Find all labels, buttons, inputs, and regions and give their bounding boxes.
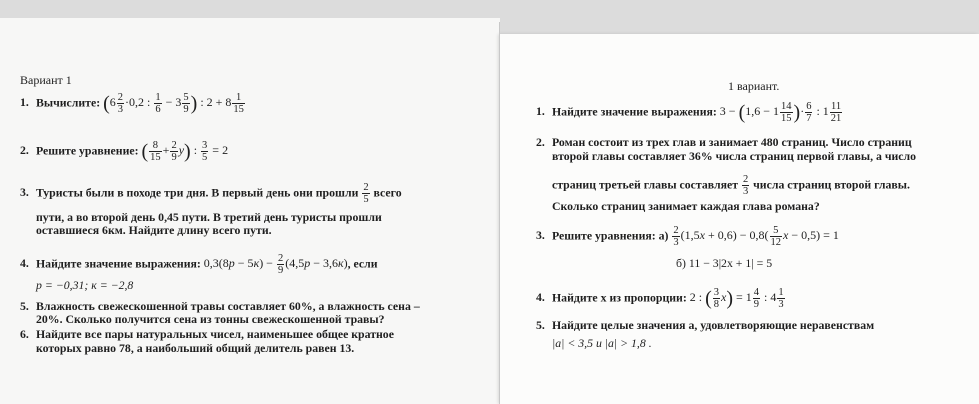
right-task-5-line2: |а| < 3,5 и |а| > 1,8 .: [552, 336, 652, 350]
right-task-3b: б) 11 − 3|2x + 1| = 5: [676, 256, 773, 270]
left-task-5-line2: 20%. Сколько получится сена из тонны свежескошенной травы?: [36, 312, 385, 326]
left-task-5-line1: 5. Влажность свежескошенной травы составляет 60%, а влажность сена –: [20, 299, 420, 313]
left-task-3-line2: пути, а во второй день 0,45 пути. В третий день туристы прошли: [36, 210, 382, 224]
right-task-2-line2: второй главы составляет 36% числа страниц первой главы, а число: [552, 149, 917, 163]
left-task-1: 1. Вычислите: (6 $\frac{2}{3}$ ·0,2 : $\frac{1}{6}$ − 3 $\frac{5}{9}$ ) : 2 + 8 $\frac{1}{15}$: [20, 92, 244, 115]
left-task-3-line1: 3. Туристы были в походе три дня. В первый день они прошли $\frac{2}{5}$ всего: [20, 182, 402, 205]
left-task-3-line3: оставшиеся 6км. Найдите длину всего пути.: [36, 223, 272, 237]
right-task-2-line1: 2. Роман состоит из трех глав и занимает 480 страниц. Число страниц: [536, 135, 912, 149]
left-task-4-values: p = −0,31; к = −2,8: [36, 278, 134, 292]
right-task-1: 1. Найдите значение выражения: 3 − (1,6 − 1 $\frac{14}{15}$ )· $\frac{6}{7}$ : 1 $\frac{11}{21}$: [536, 101, 842, 124]
left-task-6-line2: которых равно 78, а наибольший общий делитель равен 13.: [36, 341, 355, 355]
right-task-2-line4: Сколько страниц занимает каждая глава романа?: [552, 199, 820, 213]
right-variant-title: 1 вариант.: [728, 79, 780, 93]
left-task-4: 4. Найдите значение выражения: 0,3(8p − 5к) − $\frac{2}{9}$ (4,5p − 3,6к), если: [20, 253, 378, 276]
right-task-4: 4. Найдите х из пропорции: 2 : ( $\frac{3}{8}$ x) = 1 $\frac{4}{9}$ : 4 $\frac{1}{3}$: [536, 287, 784, 310]
left-task-6-line1: 6. Найдите все пары натуральных чисел, наименьшее общее кратное: [20, 327, 394, 341]
right-task-2-line3: страниц третьей главы составляет $\frac{2}{3}$ числа страниц второй главы.: [552, 174, 910, 197]
right-task-5-line1: 5. Найдите целые значения а, удовлетворяющие неравенствам: [536, 318, 875, 332]
right-task-3a: 3. Решите уравнения: а) $\frac{2}{3}$ (1,5x + 0,6) − 0,8( $\frac{5}{12}$ x − 0,5) = 1: [536, 225, 839, 248]
page-seam: [499, 22, 500, 404]
left-task-2: 2. Решите уравнение: ( $\frac{8}{15}$ + $\frac{2}{9}$ y) : $\frac{3}{5}$ = 2: [20, 140, 229, 163]
left-variant-title: Вариант 1: [20, 73, 72, 87]
